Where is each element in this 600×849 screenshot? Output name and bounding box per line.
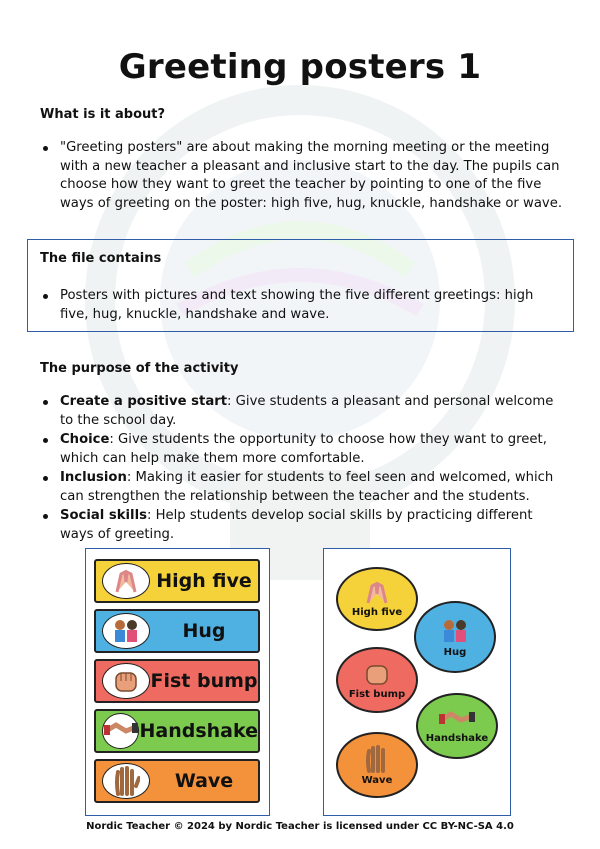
purpose-list	[38, 393, 568, 545]
wave-hand-icon	[363, 745, 391, 773]
hug-icon	[438, 617, 472, 645]
strip-label: High five	[156, 570, 252, 592]
list-item	[38, 431, 568, 468]
strip-high-five	[94, 559, 260, 603]
bubble-label: Handshake	[425, 732, 489, 744]
high-five-icon	[362, 581, 392, 605]
item-term: Create a positive start	[60, 394, 228, 409]
bubble-wave	[336, 732, 418, 798]
strip-label: Handshake	[139, 720, 258, 742]
list-item	[38, 469, 568, 506]
fist-icon	[362, 661, 392, 687]
strip-fist-bump	[94, 659, 260, 703]
poster-preview-strips	[85, 548, 270, 816]
strip-label: Hug	[182, 620, 226, 642]
handshake-icon	[439, 709, 475, 731]
item-term: Inclusion	[60, 470, 127, 485]
item-term: Choice	[60, 432, 110, 447]
bubble-handshake	[416, 693, 498, 759]
list-item	[38, 507, 568, 544]
high-five-icon	[102, 563, 150, 599]
item-text: : Making it easier for students to feel seen and welcomed, which can strengthen the relationship between the teacher and the students.	[60, 470, 554, 504]
bubble-label: High five	[351, 606, 403, 618]
strip-wave	[94, 759, 260, 803]
strip-label: Wave	[174, 770, 234, 792]
wave-hand-icon	[102, 763, 150, 799]
bubble-label: Wave	[361, 774, 393, 786]
handshake-icon	[102, 713, 139, 749]
list-item: Posters with pictures and text showing the five different greetings: high five, hug, knuckle, handshake and wave.	[38, 287, 563, 324]
strip-handshake	[94, 709, 260, 753]
fist-icon	[102, 663, 150, 699]
list-item: "Greeting posters" are about making the morning meeting or the meeting with a new teacher a pleasant and inclusive start to the day. The pupils can choose how they want to greet the teacher by pointing to one of the five ways of greeting on the poster: high five, hug, knuckle, handshake or wave.	[38, 139, 566, 213]
item-text: : Give students the opportunity to choose how they want to greet, which can help make them more comfortable.	[60, 432, 547, 466]
about-heading: What is it about?	[40, 107, 166, 122]
bubble-fist-bump	[336, 647, 418, 713]
hug-icon	[102, 613, 150, 649]
item-text: : Give students a pleasant and personal welcome to the school day.	[60, 394, 554, 428]
contains-heading: The file contains	[40, 251, 162, 266]
item-text: : Help students develop social skills by practicing different ways of greeting.	[60, 508, 533, 542]
bubble-hug	[414, 601, 496, 673]
bubble-label: Fist bump	[348, 688, 406, 700]
page-title: Greeting posters 1	[118, 47, 482, 87]
bubble-label: Hug	[443, 646, 467, 658]
license-footer: Nordic Teacher © 2024 by Nordic Teacher is licensed under CC BY-NC-SA 4.0	[86, 821, 514, 832]
item-term: Social skills	[60, 508, 147, 523]
about-list	[38, 139, 566, 214]
purpose-heading: The purpose of the activity	[40, 361, 239, 376]
contains-list	[38, 287, 563, 325]
bubble-high-five	[336, 567, 418, 631]
poster-preview-bubbles	[323, 548, 511, 816]
strip-label: Fist bump	[150, 670, 258, 692]
strip-hug	[94, 609, 260, 653]
list-item	[38, 393, 568, 430]
